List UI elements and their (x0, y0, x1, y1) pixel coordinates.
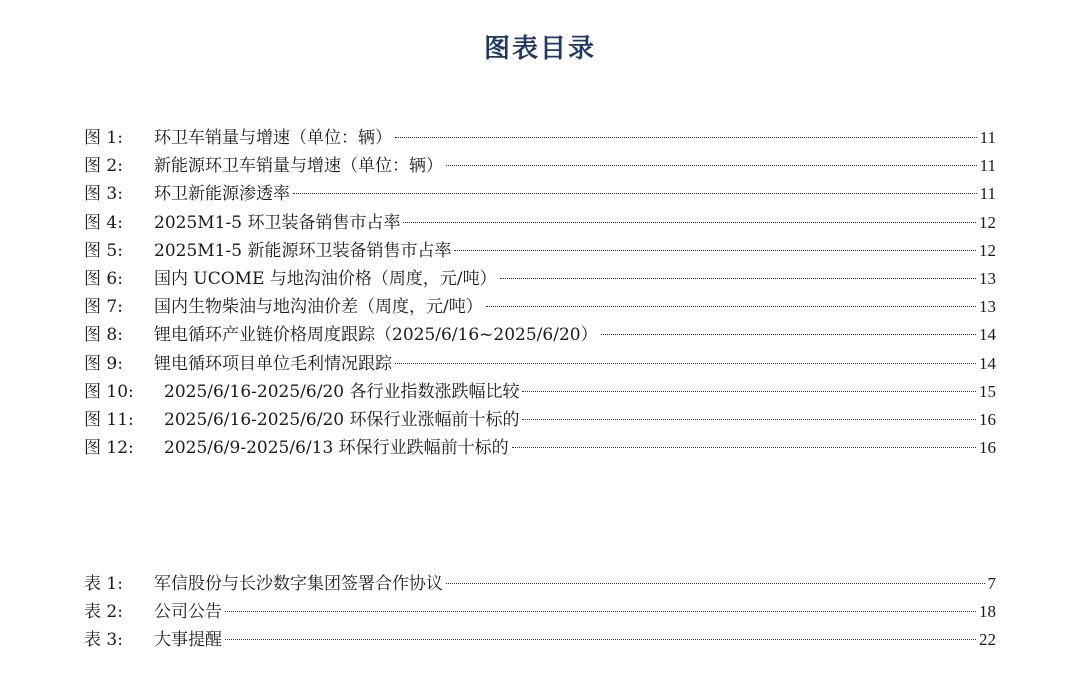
toc-entry-figure-9[interactable] (84, 350, 996, 378)
toc-title[interactable]: 2025/6/9-2025/6/13 环保行业跌幅前十标的 (164, 438, 509, 459)
toc-title[interactable]: 锂电循环产业链价格周度跟踪（2025/6/16~2025/6/20） (154, 325, 598, 346)
toc-page-number[interactable]: 15 (979, 381, 996, 401)
toc-entry-figure-8[interactable] (84, 321, 996, 349)
dot-leader (500, 278, 976, 279)
toc-label: 图 11: (84, 409, 134, 430)
toc-title[interactable]: 2025/6/16-2025/6/20 各行业指数涨跌幅比较 (164, 381, 520, 402)
toc-page-number[interactable]: 12 (979, 212, 996, 232)
toc-title[interactable]: 2025M1-5 新能源环卫装备销售市占率 (154, 240, 452, 261)
toc-title[interactable]: 环卫新能源渗透率 (154, 184, 290, 205)
toc-title[interactable]: 新能源环卫车销量与增速（单位：辆） (154, 156, 443, 177)
toc-label: 图 6: (84, 268, 123, 289)
dot-leader (522, 391, 976, 392)
toc-title[interactable]: 锂电循环项目单位毛利情况跟踪 (154, 353, 392, 374)
dot-leader (395, 363, 976, 364)
dot-leader (293, 193, 977, 194)
toc-title[interactable]: 2025M1-5 环卫装备销售市占率 (154, 212, 401, 233)
toc-entry-figure-7[interactable] (84, 293, 996, 321)
toc-label: 表 2: (84, 602, 123, 623)
toc-label: 表 1: (84, 574, 123, 594)
toc-entry-figure-5[interactable] (84, 237, 996, 265)
toc-page-number[interactable]: 22 (979, 630, 996, 650)
toc-title[interactable]: 军信股份与长沙数字集团签署合作协议 (154, 574, 443, 594)
dot-leader (403, 222, 976, 223)
dot-leader (225, 611, 976, 612)
dot-leader (446, 165, 977, 166)
toc-label: 图 7: (84, 297, 123, 318)
toc-entry-figure-12[interactable] (84, 434, 996, 462)
table-list (84, 570, 996, 655)
toc-label: 图 4: (84, 212, 123, 233)
toc-page-number[interactable]: 13 (979, 297, 996, 317)
dot-leader (486, 306, 976, 307)
dot-leader (512, 447, 976, 448)
toc-entry-figure-1[interactable] (84, 124, 996, 152)
toc-entry-figure-10[interactable] (84, 378, 996, 406)
toc-entry-table-3[interactable] (84, 626, 996, 654)
toc-label: 图 8: (84, 325, 123, 346)
toc-label: 图 12: (84, 438, 134, 459)
dot-leader (522, 419, 976, 420)
toc-page-number[interactable]: 16 (979, 409, 996, 429)
dot-leader (601, 334, 976, 335)
dot-leader (225, 639, 976, 640)
toc-entry-figure-6[interactable] (84, 265, 996, 293)
toc-label: 图 2: (84, 156, 123, 177)
toc-entry-figure-3[interactable] (84, 180, 996, 208)
toc-label: 表 3: (84, 630, 123, 651)
toc-entry-figure-4[interactable] (84, 209, 996, 237)
toc-entry-figure-11[interactable] (84, 406, 996, 434)
toc-page-number[interactable]: 18 (979, 602, 996, 622)
page-title: 图表目录 (483, 34, 596, 64)
toc-page-number[interactable]: 16 (979, 438, 996, 458)
toc-title[interactable]: 国内生物柴油与地沟油价差（周度，元/吨） (154, 297, 483, 318)
toc-title[interactable]: 公司公告 (154, 602, 222, 623)
toc-entry-table-2[interactable] (84, 598, 996, 626)
toc-entry-table-1[interactable] (84, 570, 996, 598)
toc-page-number[interactable]: 12 (979, 240, 996, 260)
toc-page-number[interactable]: 13 (979, 268, 996, 288)
toc-label: 图 3: (84, 184, 123, 205)
dot-leader (446, 583, 985, 584)
toc-label: 图 5: (84, 240, 123, 261)
toc-page-number[interactable]: 14 (979, 353, 996, 373)
figure-list (84, 124, 996, 462)
toc-page-number[interactable]: 11 (979, 156, 996, 176)
toc-page-number[interactable]: 7 (987, 574, 996, 593)
dot-leader (454, 250, 976, 251)
toc-title[interactable]: 大事提醒 (154, 630, 222, 651)
toc-label: 图 9: (84, 353, 123, 374)
toc-entry-figure-2[interactable] (84, 152, 996, 180)
toc-page-number[interactable]: 14 (979, 325, 996, 345)
toc-label: 图 1: (84, 128, 123, 148)
toc-page-number[interactable]: 11 (979, 184, 996, 204)
toc-title[interactable]: 环卫车销量与增速（单位：辆） (154, 128, 392, 148)
toc-label: 图 10: (84, 381, 134, 402)
toc-title[interactable]: 国内 UCOME 与地沟油价格（周度，元/吨） (154, 268, 497, 289)
toc-page-number[interactable]: 11 (979, 128, 996, 147)
dot-leader (395, 137, 977, 138)
toc-title[interactable]: 2025/6/16-2025/6/20 环保行业涨幅前十标的 (164, 409, 520, 430)
